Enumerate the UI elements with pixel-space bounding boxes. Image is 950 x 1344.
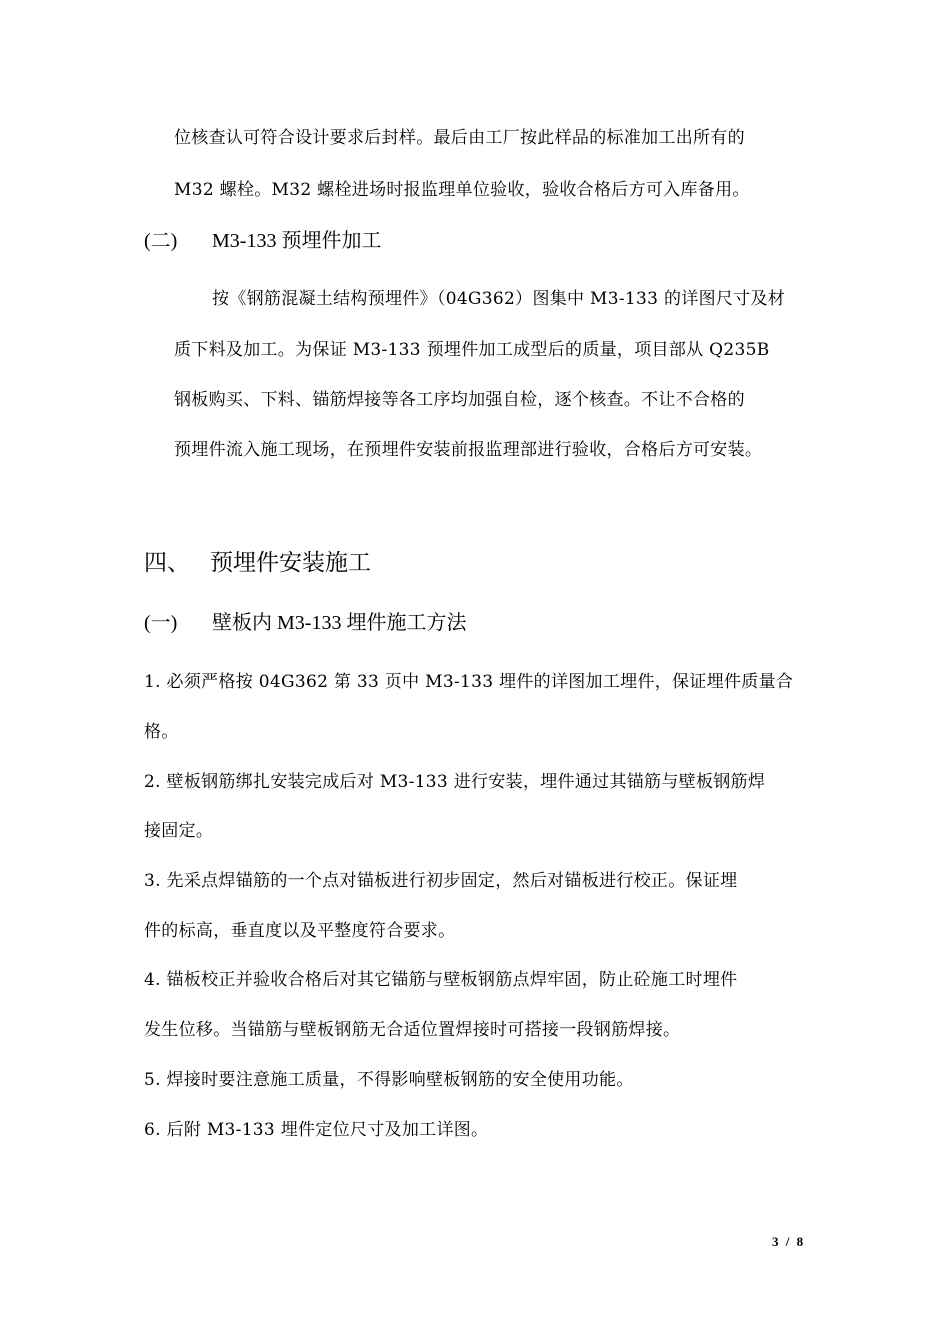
subsection-heading xyxy=(144,609,466,637)
step-line: 5. 焊接时要注意施工质量，不得影响壁板钢筋的安全使用功能。 xyxy=(144,1070,634,1090)
section-number: 四、 xyxy=(144,550,190,576)
subsection-number: (一) xyxy=(144,612,178,634)
step-line: 4. 锚板校正并验收合格后对其它锚筋与壁板钢筋点焊牢固，防止砼施工时埋件 xyxy=(144,970,738,990)
step-line: 发生位移。当锚筋与壁板钢筋无合适位置焊接时可搭接一段钢筋焊接。 xyxy=(144,1020,681,1040)
subsection-title: 壁板内 M3-133 埋件施工方法 xyxy=(212,612,467,634)
subsection-number: (二) xyxy=(144,230,178,252)
page-number: 3 / 8 xyxy=(772,1234,806,1249)
paragraph-line: 位核查认可符合设计要求后封样。最后由工厂按此样品的标准加工出所有的 xyxy=(174,128,745,148)
paragraph-line: M32 螺栓。M32 螺栓进场时报监理单位验收，验收合格后方可入库备用。 xyxy=(174,180,750,200)
step-line: 2. 壁板钢筋绑扎安装完成后对 M3-133 进行安装，埋件通过其锚筋与壁板钢筋焊 xyxy=(144,772,766,792)
step-line: 件的标高，垂直度以及平整度符合要求。 xyxy=(144,921,456,941)
step-line: 1. 必须严格按 04G362 第 33 页中 M3-133 埋件的详图加工埋件，保证埋件质量合 xyxy=(144,672,794,692)
section-heading xyxy=(144,548,371,578)
step-line: 格。 xyxy=(144,722,179,742)
step-line: 接固定。 xyxy=(144,821,214,841)
paragraph-line: 预埋件流入施工现场，在预埋件安装前报监理部进行验收，合格后方可安装。 xyxy=(174,440,763,460)
step-line: 3. 先采点焊锚筋的一个点对锚板进行初步固定，然后对锚板进行校正。保证埋 xyxy=(144,871,738,891)
paragraph-line: 钢板购买、下料、锚筋焊接等各工序均加强自检，逐个核查。不让不合格的 xyxy=(174,390,745,410)
step-line: 6. 后附 M3-133 埋件定位尺寸及加工详图。 xyxy=(144,1120,489,1140)
paragraph-line: 质下料及加工。为保证 M3-133 预埋件加工成型后的质量，项目部从 Q235B xyxy=(174,340,770,360)
subsection-heading xyxy=(144,227,381,255)
subsection-title: M3-133 预埋件加工 xyxy=(212,230,382,252)
paragraph-line: 按《钢筋混凝土结构预埋件》（04G362）图集中 M3-133 的详图尺寸及材 xyxy=(212,289,786,309)
section-title: 预埋件安装施工 xyxy=(210,550,371,576)
